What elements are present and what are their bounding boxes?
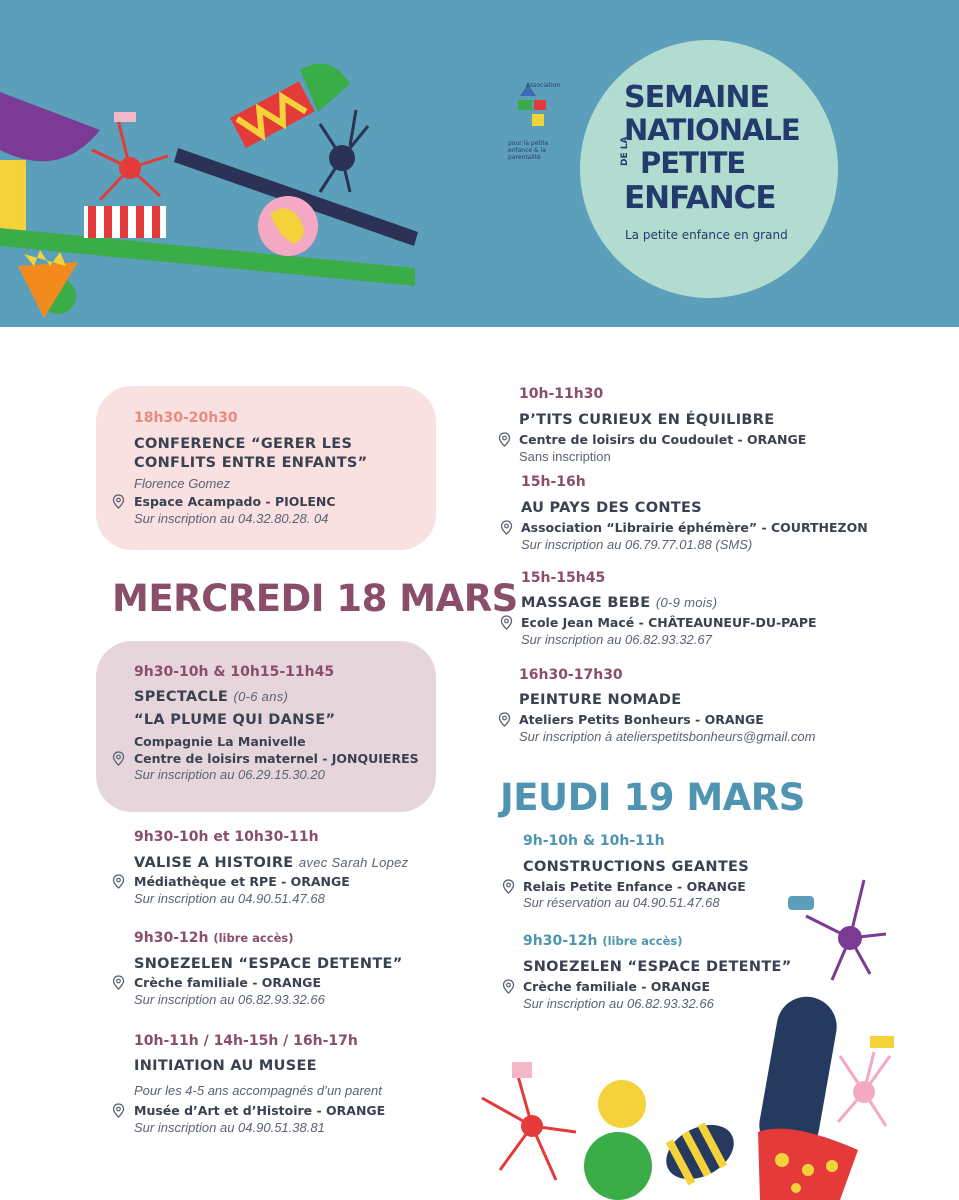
event-place: Crèche familiale - ORANGE <box>523 979 710 994</box>
event-place: Association “Librairie éphémère” - COURTHEZON <box>521 520 868 535</box>
event-time: 9h-10h & 10h-11h <box>523 833 665 849</box>
day-heading-thursday: JEUDI 19 MARS <box>500 776 805 819</box>
event-time: 18h30-20h30 <box>134 410 238 426</box>
association-logo-icon <box>514 84 554 136</box>
event-time: 15h-15h45 <box>521 570 606 586</box>
event-title-text: SPECTACLE <box>134 689 229 705</box>
location-pin-icon <box>500 520 513 535</box>
event-title-text: MASSAGE BEBE <box>521 595 651 611</box>
event-age-note: (0-9 mois) <box>655 595 718 610</box>
logo-line-petite: PETITE <box>640 146 746 180</box>
event-place: Espace Acampado - PIOLENC <box>134 494 336 509</box>
location-pin-icon <box>112 1103 125 1118</box>
association-label: Association <box>526 82 561 89</box>
event-info: Sur inscription au 04.32.80.28. 04 <box>134 511 329 526</box>
event-title <box>521 595 717 611</box>
logo-line-semaine: SEMAINE <box>624 80 769 115</box>
event-place: Musée d’Art et d’Histoire - ORANGE <box>134 1103 386 1118</box>
event-title: CONSTRUCTIONS GEANTES <box>523 859 749 875</box>
event-place: Centre de loisirs maternel - JONQUIERES <box>134 751 419 766</box>
location-pin-icon <box>112 751 125 766</box>
association-subtitle: pour la petite enfance & la parentalité <box>508 140 549 161</box>
event-info: Sur inscription au 06.82.93.32.67 <box>521 632 712 647</box>
event-place: Centre de loisirs du Coudoulet - ORANGE <box>519 432 807 447</box>
logo-line-nationale: NATIONALE <box>624 113 800 147</box>
event-info: Sur inscription au 04.90.51.38.81 <box>134 1120 325 1135</box>
event-title-text: VALISE A HISTOIRE <box>134 855 294 871</box>
event-place: Crèche familiale - ORANGE <box>134 975 321 990</box>
location-pin-icon <box>112 494 125 509</box>
event-time: 15h-16h <box>521 474 586 490</box>
event-time <box>134 930 293 946</box>
event-info: Sur inscription à atelierspetitsbonheurs@gmail.com <box>519 729 816 744</box>
event-info: Sans inscription <box>519 449 611 464</box>
location-pin-icon <box>498 432 511 447</box>
footer-illustration <box>460 870 959 1200</box>
event-title: PEINTURE NOMADE <box>519 692 682 708</box>
logo-line-enfance: ENFANCE <box>624 180 776 216</box>
association-logo <box>508 84 568 164</box>
event-time-text: 9h30-12h <box>134 930 209 946</box>
event-title: SNOEZELEN “ESPACE DETENTE” <box>523 959 792 975</box>
location-pin-icon <box>112 874 125 889</box>
event-time: 16h30-17h30 <box>519 667 623 683</box>
event-access-note: (libre accès) <box>213 931 294 945</box>
logo-line-de-la: DE LA <box>620 136 630 166</box>
event-info: Sur inscription au 06.79.77.01.88 (SMS) <box>521 537 753 552</box>
event-time: 9h30-10h & 10h15-11h45 <box>134 664 335 680</box>
location-pin-icon <box>500 615 513 630</box>
event-time-text: 9h30-12h <box>523 933 598 949</box>
event-subtitle: “LA PLUME QUI DANSE” <box>134 712 336 728</box>
event-age-note: (0-6 ans) <box>233 689 289 704</box>
event-place: Relais Petite Enfance - ORANGE <box>523 879 746 894</box>
event-company: Compagnie La Manivelle <box>134 734 306 749</box>
logo-tagline: La petite enfance en grand <box>625 228 788 242</box>
event-time: 9h30-10h et 10h30-11h <box>134 829 319 845</box>
day-heading-wednesday: MERCREDI 18 MARS <box>112 577 518 620</box>
event-title-line2: CONFLITS ENTRE ENFANTS” <box>134 455 368 471</box>
event-access-note: (libre accès) <box>602 934 683 948</box>
event-info: Sur inscription au 06.82.93.32.66 <box>134 992 325 1007</box>
event-info: Sur inscription au 06.82.93.32.66 <box>523 996 714 1011</box>
event-time: 10h-11h / 14h-15h / 16h-17h <box>134 1033 358 1049</box>
event-title <box>134 855 408 871</box>
event-title: INITIATION AU MUSEE <box>134 1058 317 1074</box>
event-title: SNOEZELEN “ESPACE DETENTE” <box>134 956 403 972</box>
event-title: AU PAYS DES CONTES <box>521 500 702 516</box>
event-title: P’TITS CURIEUX EN ÉQUILIBRE <box>519 412 775 428</box>
event-speaker: Florence Gomez <box>134 476 231 491</box>
event-title: CONFERENCE “GERER LES <box>134 436 353 452</box>
event-info: Sur inscription au 04.90.51.47.68 <box>134 891 325 906</box>
event-place: Ecole Jean Macé - CHÂTEAUNEUF-DU-PAPE <box>521 615 817 630</box>
event-note: avec Sarah Lopez <box>298 855 409 870</box>
event-title <box>134 689 288 705</box>
event-time: 10h-11h30 <box>519 386 604 402</box>
location-pin-icon <box>112 975 125 990</box>
header-banner <box>0 0 959 327</box>
location-pin-icon <box>498 712 511 727</box>
event-info: Sur inscription au 06.29.15.30.20 <box>134 767 325 782</box>
event-place: Médiathèque et RPE - ORANGE <box>134 874 350 889</box>
event-place: Ateliers Petits Bonheurs - ORANGE <box>519 712 764 727</box>
event-info: Sur réservation au 04.90.51.47.68 <box>523 895 720 910</box>
event-note: Pour les 4-5 ans accompagnés d’un parent <box>134 1083 382 1098</box>
